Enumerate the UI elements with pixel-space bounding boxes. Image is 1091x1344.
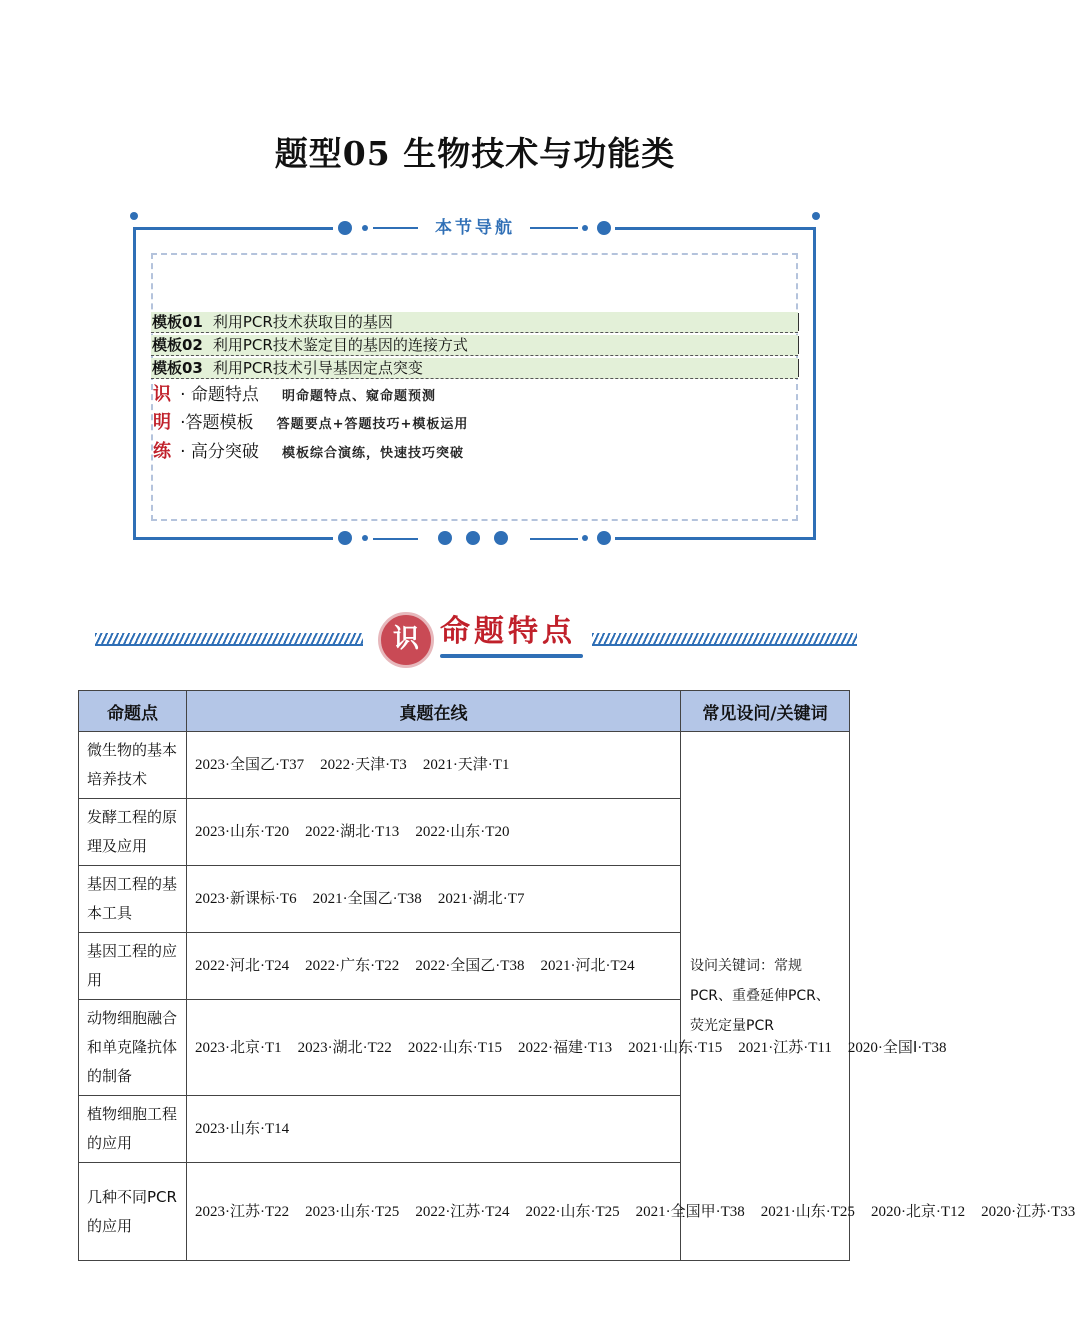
feature-desc: 明命题特点、窥命题预测 <box>282 389 437 404</box>
feature-char: 明 <box>153 412 171 433</box>
template-text: 利用PCR技术引导基因定点突变 <box>212 359 423 377</box>
point-cell: 动物细胞融合和单克隆抗体的制备 <box>79 1000 187 1096</box>
ref-item: 2023·新课标·T6 <box>195 891 297 907</box>
ref-item: 2023·全国乙·T37 <box>195 757 305 773</box>
point-cell: 几种不同PCR的应用 <box>79 1163 187 1261</box>
feature-label: · 高分突破 <box>180 442 259 462</box>
feature-label: · 命题特点 <box>180 385 259 405</box>
ref-item: 2022·山东·T20 <box>415 824 510 840</box>
template-end-mark <box>798 359 799 377</box>
ref-item: 2021·全国甲·T38 <box>635 1203 745 1220</box>
ref-item: 2021·湖北·T7 <box>437 891 525 907</box>
refs-cell <box>187 1000 947 1096</box>
point-cell: 发酵工程的原理及应用 <box>79 799 187 866</box>
refs-cell <box>187 732 681 799</box>
ref-item: 2021·河北·T24 <box>540 958 635 974</box>
header-point: 命题点 <box>79 691 187 732</box>
template-link-01[interactable] <box>151 312 798 333</box>
table-row <box>79 732 850 799</box>
point-cell: 植物细胞工程的应用 <box>79 1096 187 1163</box>
ref-item: 2022·河北·T24 <box>195 958 290 974</box>
template-end-mark <box>798 336 799 354</box>
refs-cell <box>187 933 681 1000</box>
seal-icon: 识 <box>378 612 434 668</box>
point-cell: 微生物的基本培养技术 <box>79 732 187 799</box>
feature-line-answer[interactable] <box>153 408 468 434</box>
ref-item: 2022·天津·T3 <box>320 757 407 773</box>
keywords-cell: 设问关键词：常规PCR、重叠延伸PCR、荧光定量PCR <box>681 732 850 1261</box>
bottom-line-small <box>530 538 578 540</box>
ref-item: 2020·北京·T12 <box>870 1203 966 1220</box>
feature-line-knowledge[interactable] <box>153 380 436 406</box>
template-code: 模板01 <box>152 313 203 331</box>
section-underline <box>440 654 583 658</box>
ref-item: 2021·山东·T15 <box>628 1039 723 1056</box>
template-link-02[interactable] <box>151 335 798 356</box>
ref-item: 2022·福建·T13 <box>517 1039 613 1056</box>
ref-item: 2021·山东·T25 <box>760 1203 855 1220</box>
ref-item: 2022·湖北·T13 <box>305 824 400 840</box>
section-title: 命题特点 <box>440 614 576 649</box>
ref-item: 2023·湖北·T22 <box>297 1039 392 1056</box>
template-code: 模板02 <box>152 336 203 354</box>
banner-hatch-right <box>592 633 857 646</box>
feature-char: 识 <box>153 384 171 405</box>
feature-char: 练 <box>153 441 171 462</box>
point-cell: 基因工程的基本工具 <box>79 866 187 933</box>
ref-item: 2020·全国Ⅰ·T38 <box>847 1039 947 1056</box>
ref-item: 2023·山东·T25 <box>305 1203 400 1220</box>
ref-item: 2023·北京·T1 <box>195 1039 282 1056</box>
nav-dot <box>494 531 508 545</box>
feature-desc: 答题要点+答题技巧+模板运用 <box>276 417 469 432</box>
ref-item: 2022·广东·T22 <box>305 958 400 974</box>
ref-item: 2022·全国乙·T38 <box>415 958 525 974</box>
template-code: 模板03 <box>152 359 203 377</box>
template-link-03[interactable] <box>151 358 798 379</box>
feature-desc: 模板综合演练，快速技巧突破 <box>282 446 465 461</box>
ref-item: 2022·山东·T25 <box>525 1203 620 1220</box>
template-end-mark <box>798 313 799 331</box>
feature-line-practice[interactable] <box>153 437 464 463</box>
refs-cell <box>187 799 681 866</box>
ref-item: 2022·江苏·T24 <box>415 1203 510 1220</box>
bottom-line-right <box>615 537 816 540</box>
table-header-row <box>79 691 850 732</box>
ref-item: 2023·山东·T14 <box>195 1121 290 1137</box>
bottom-line-small <box>373 538 418 540</box>
nav-dot <box>438 531 452 545</box>
ref-item: 2023·山东·T20 <box>195 824 290 840</box>
point-cell: 基因工程的应用 <box>79 933 187 1000</box>
page-title: 题型05 生物技术与功能类 <box>274 134 676 173</box>
nav-dot <box>338 531 352 545</box>
refs-cell <box>187 1096 681 1163</box>
ref-item: 2022·山东·T15 <box>407 1039 502 1056</box>
ref-item: 2021·江苏·T11 <box>738 1039 832 1056</box>
question-table <box>78 690 1076 1261</box>
banner-hatch-left <box>95 633 363 646</box>
template-text: 利用PCR技术鉴定目的基因的连接方式 <box>212 336 468 354</box>
nav-dot <box>466 531 480 545</box>
template-text: 利用PCR技术获取目的基因 <box>212 313 393 331</box>
ref-item: 2021·天津·T1 <box>422 757 510 773</box>
ref-item: 2023·江苏·T22 <box>195 1203 290 1220</box>
header-keywords: 常见设问/关键词 <box>681 691 850 732</box>
nav-dot <box>582 535 588 541</box>
header-refs: 真题在线 <box>187 691 681 732</box>
ref-item: 2020·江苏·T33 <box>981 1203 1076 1220</box>
bottom-line-left <box>133 537 333 540</box>
feature-label: ·答题模板 <box>180 413 254 433</box>
refs-cell <box>187 1163 1076 1261</box>
nav-dot <box>362 535 368 541</box>
nav-heading: 本节导航 <box>435 218 515 238</box>
ref-item: 2021·全国乙·T38 <box>312 891 422 907</box>
refs-cell <box>187 866 681 933</box>
nav-dot <box>597 531 611 545</box>
